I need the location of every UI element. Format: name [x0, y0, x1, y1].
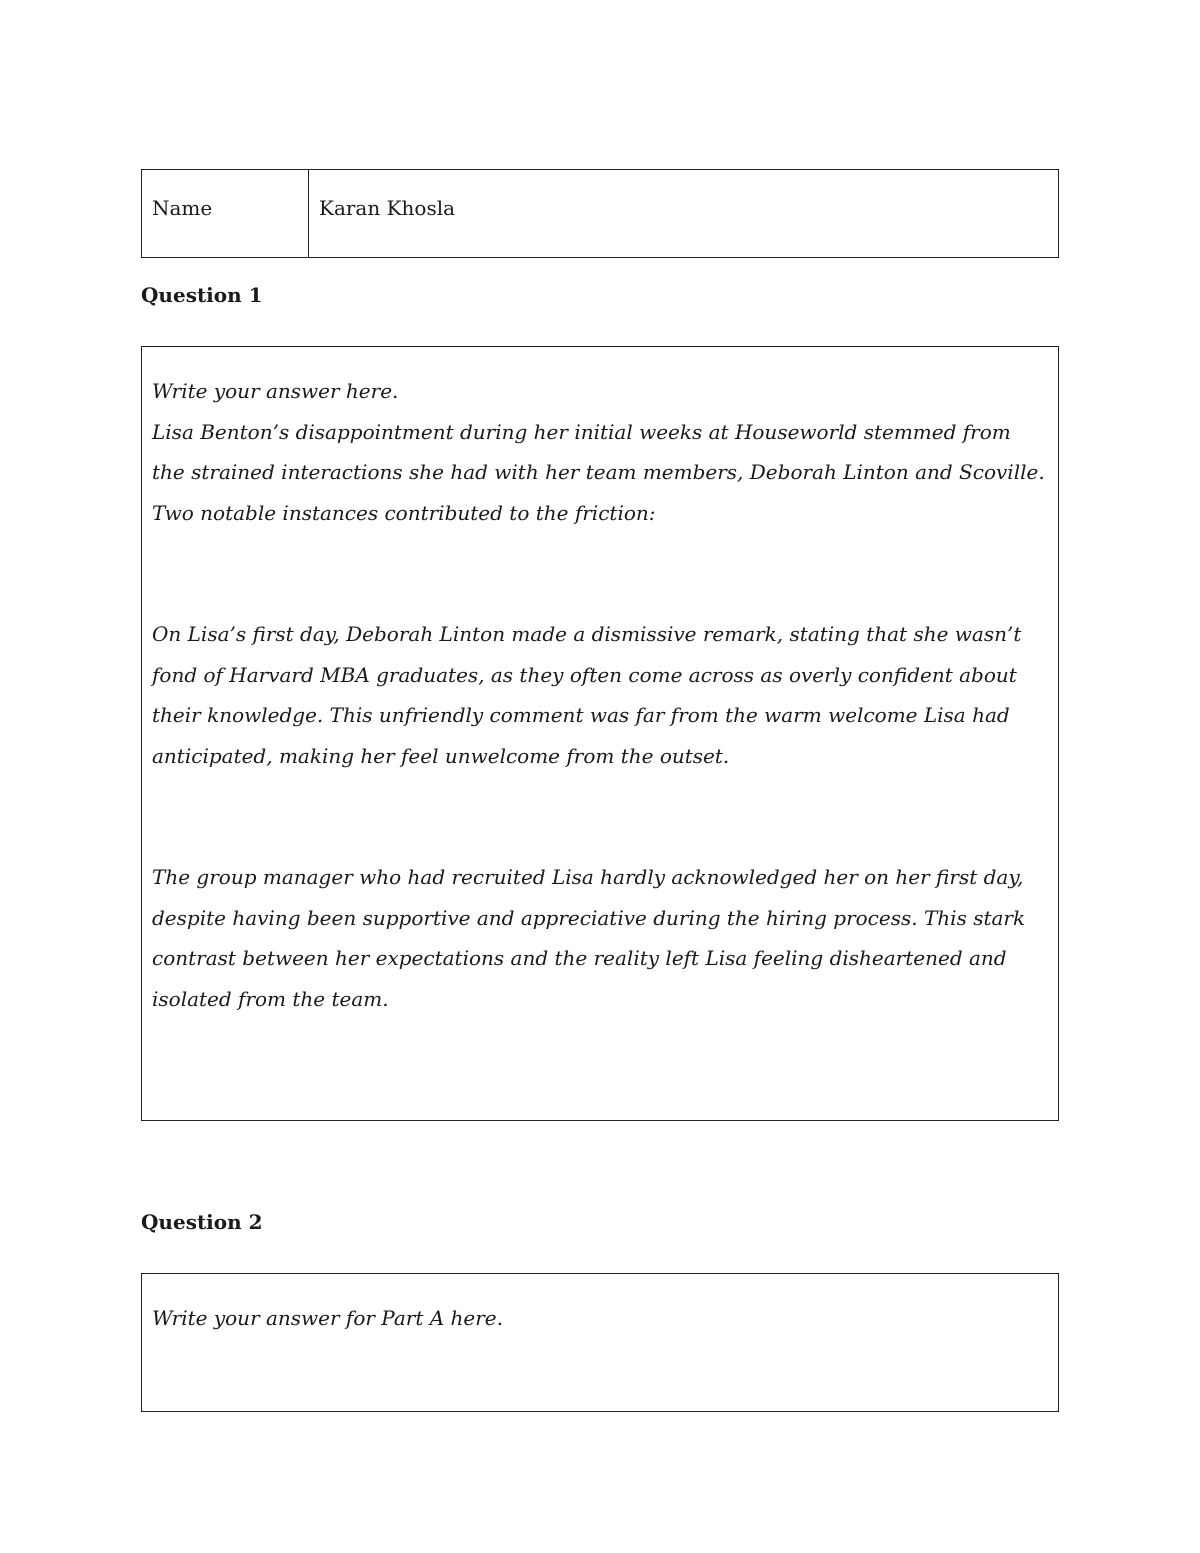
question-1-intro: Lisa Benton’s disappointment during her initial weeks at Houseworld stemmed from the strained interactions she had with her team members, Deborah Linton and Scoville. Two notable instances contributed to the friction:: [152, 419, 1045, 525]
question-1-paragraph-2: The group manager who had recruited Lisa hardly acknowledged her on her first day, despite having been supportive and appreciative during the hiring process. This stark contrast between her expectations and the reality left Lisa feeling disheartened and isolated from the team.: [152, 865, 1026, 1011]
paragraph-gap: [152, 776, 1048, 857]
paragraph-gap: [152, 533, 1048, 614]
question-1-paragraph-1: On Lisa’s first day, Deborah Linton made a dismissive remark, stating that she wasn’t fond of Harvard MBA graduates, as they often come across as overly confident about their knowledge. This unfriendly comment was far from the warm welcome Lisa had anticipated, making her feel unwelcome from the outset.: [152, 622, 1022, 768]
question-1-prompt: Write your answer here.: [152, 379, 399, 403]
name-table: [141, 169, 1059, 258]
question-1-heading: Question 1: [141, 283, 263, 307]
name-label: Name: [142, 170, 309, 257]
question-1-answer-box: [141, 346, 1059, 1121]
question-2-heading: Question 2: [141, 1210, 263, 1234]
name-value: Karan Khosla: [319, 196, 456, 220]
question-2-answer-box: [141, 1273, 1059, 1412]
question-2-prompt: Write your answer for Part A here.: [152, 1306, 503, 1330]
